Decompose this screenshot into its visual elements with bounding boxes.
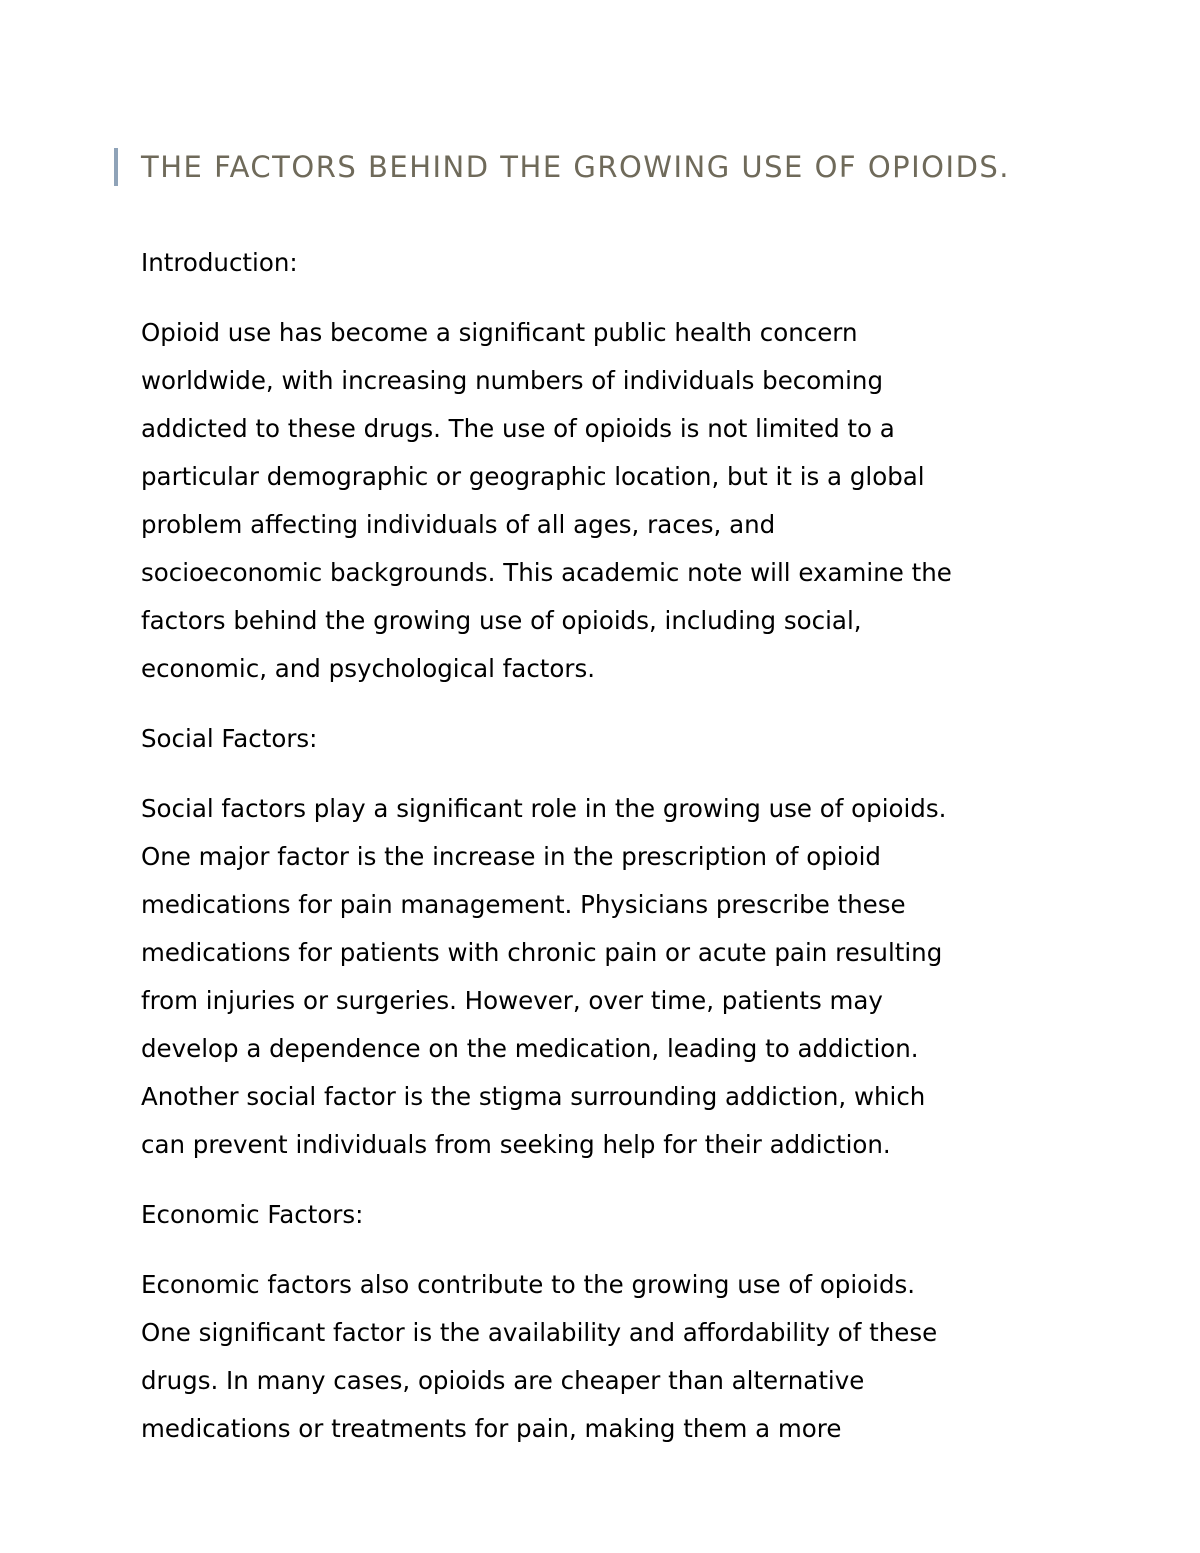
section-heading: Introduction:: [141, 248, 298, 277]
paragraph-line: from injuries or surgeries. However, over time, patients may: [141, 986, 883, 1015]
paragraph-line: particular demographic or geographic location, but it is a global: [141, 462, 925, 491]
paragraph-line: socioeconomic backgrounds. This academic note will examine the: [141, 558, 952, 587]
title-accent-bar: [114, 148, 118, 186]
paragraph-line: Social factors play a significant role in the growing use of opioids.: [141, 794, 947, 823]
paragraph-line: Another social factor is the stigma surrounding addiction, which: [141, 1082, 926, 1111]
section-heading: Economic Factors:: [141, 1200, 364, 1229]
paragraph-line: drugs. In many cases, opioids are cheaper than alternative: [141, 1366, 865, 1395]
paragraph-line: Economic factors also contribute to the growing use of opioids.: [141, 1270, 916, 1299]
section-heading: Social Factors:: [141, 724, 318, 753]
paragraph-line: Opioid use has become a significant public health concern: [141, 318, 858, 347]
paragraph-line: medications or treatments for pain, making them a more: [141, 1414, 842, 1443]
paragraph-line: One significant factor is the availability and affordability of these: [141, 1318, 938, 1347]
paragraph-line: can prevent individuals from seeking help for their addiction.: [141, 1130, 891, 1159]
paragraph-line: economic, and psychological factors.: [141, 654, 596, 683]
paragraph-line: problem affecting individuals of all ages, races, and: [141, 510, 776, 539]
paragraph-line: addicted to these drugs. The use of opioids is not limited to a: [141, 414, 895, 443]
section-economic-factors: [141, 1198, 1081, 1453]
document-title: THE FACTORS BEHIND THE GROWING USE OF OPIOIDS.: [141, 150, 1011, 184]
paragraph-line: One major factor is the increase in the prescription of opioid: [141, 842, 881, 871]
paragraph-line: medications for patients with chronic pain or acute pain resulting: [141, 938, 943, 967]
document-body: [141, 246, 1081, 1482]
paragraph-line: factors behind the growing use of opioids, including social,: [141, 606, 862, 635]
section-paragraph: [141, 309, 1081, 693]
section-social-factors: [141, 722, 1081, 1169]
section-introduction: [141, 246, 1081, 693]
paragraph-line: medications for pain management. Physicians prescribe these: [141, 890, 906, 919]
section-paragraph: [141, 785, 1081, 1169]
paragraph-line: develop a dependence on the medication, leading to addiction.: [141, 1034, 919, 1063]
paragraph-line: worldwide, with increasing numbers of individuals becoming: [141, 366, 883, 395]
section-paragraph: [141, 1261, 1081, 1453]
